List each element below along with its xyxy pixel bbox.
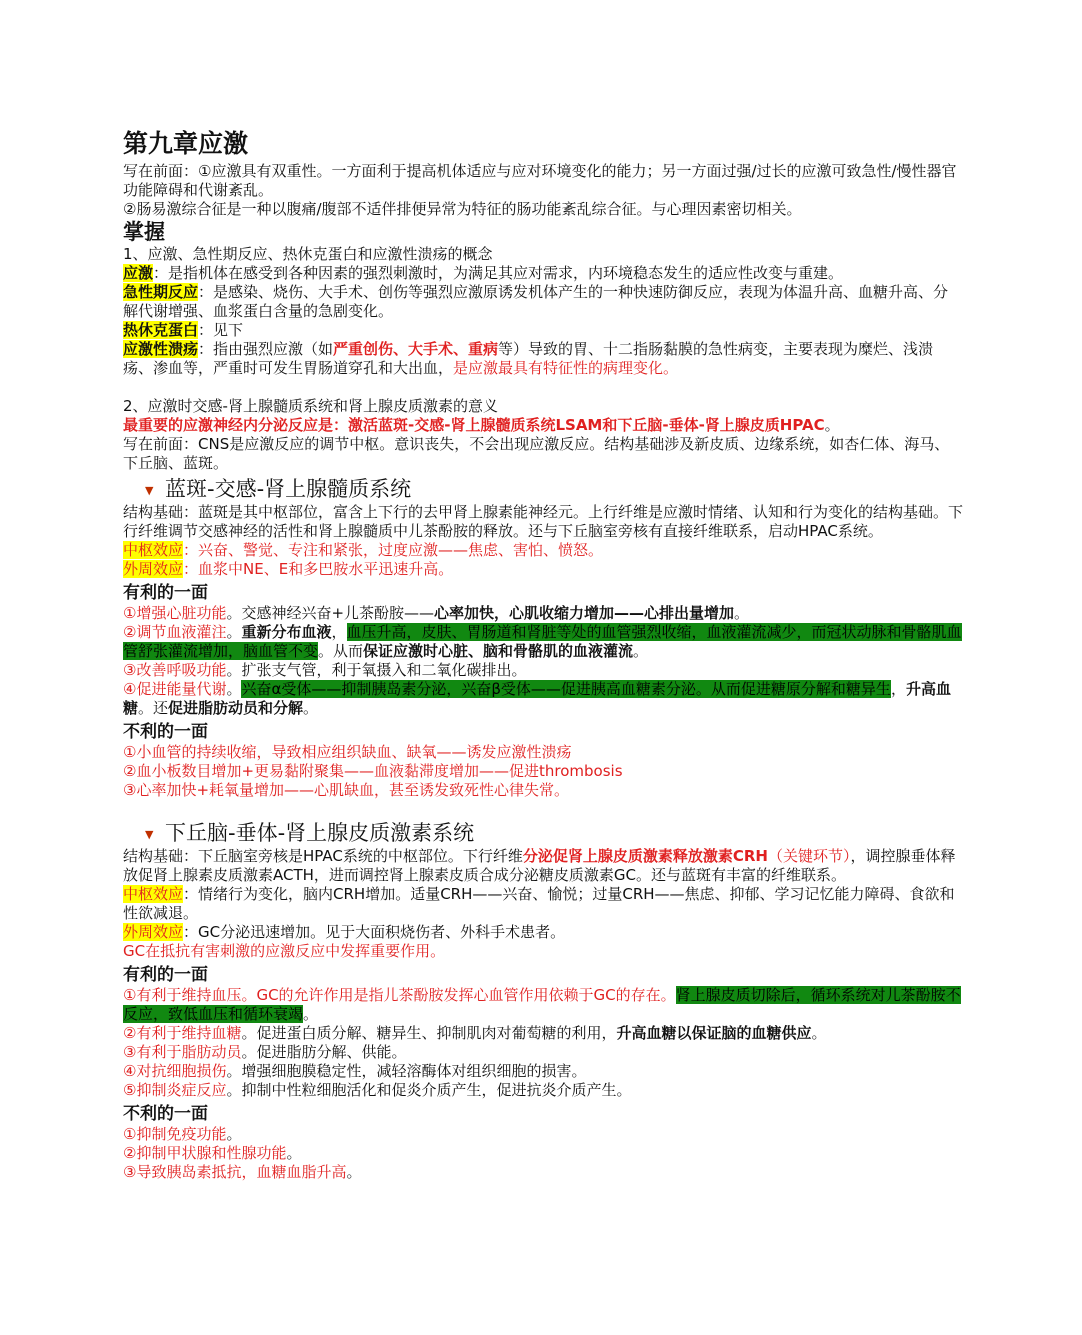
lsam-pro-3 [123, 661, 963, 680]
hpac-pro-2-label: ②有利于维持血糖 [123, 1024, 242, 1042]
hpac-central-text: ：情绪行为变化，脑内CRH增加。适量CRH——兴奋、愉悦；过量CRH——焦虑、抑郁、学习记忆能力障碍、食欲和性欲减退。 [123, 885, 955, 922]
hpac-con-2 [123, 1144, 963, 1163]
hpac-heading-text: 下丘脑-垂体-肾上腺皮质激素系统 [165, 821, 475, 845]
s2-note: 写在前面：CNS是应激反应的调节中枢。意识丧失，不会出现应激反应。结构基础涉及新皮质、边缘系统，如杏仁体、海马、下丘脑、蓝斑。 [123, 435, 950, 472]
hpac-structure-b: 分泌促肾上腺皮质激素释放激素CRH [522, 847, 768, 865]
term-hsp: 热休克蛋白 [123, 321, 199, 339]
s1-title: 1、应激、急性期反应、热休克蛋白和应激性溃疡的概念 [123, 245, 493, 263]
lsam-pro-4-text-a: 。 [226, 680, 242, 698]
def-ulcer-text-c: 是应激最具有特征性的病理变化。 [453, 359, 679, 377]
hpac-pro-5-label: ⑤抑制炎症反应 [123, 1081, 227, 1099]
lsam-pro-2-text-b: 重新分布血液 [241, 623, 332, 641]
hpac-con-3-text: ③导致胰岛素抵抗，血糖血脂升高 [123, 1163, 347, 1181]
hpac-structure [123, 847, 963, 885]
lsam-pro-4 [123, 680, 963, 718]
hpac-pro-4-label: ④对抗细胞损伤 [123, 1062, 227, 1080]
hpac-pro-2-text-b: 升高血糖以保证脑的血糖供应 [616, 1024, 812, 1042]
lsam-con-2: ②血小板数目增加+更易黏附聚集——血液黏滞度增加——促进thrombosis [123, 762, 623, 780]
lsam-peripheral-text: ：血浆中NE、E和多巴胺水平迅速升高。 [183, 560, 454, 578]
term-acute-phase: 急性期反应 [123, 283, 199, 301]
def-ulcer-text-a: ：指由强烈应激（如 [198, 340, 334, 358]
lsam-pro-4-label: ④促进能量代谢 [123, 680, 227, 698]
lsam-heading-text: 蓝斑-交感-肾上腺髓质系统 [165, 477, 412, 501]
term-central-effect: 中枢效应 [123, 541, 184, 559]
hpac-con-3-end: 。 [346, 1163, 362, 1181]
hpac-pro-1-label: ①有利于维持血压。GC的允许作用是指儿茶酚胺发挥心血管作用依赖于GC的存在。 [123, 986, 676, 1004]
arrow-bullet-icon: ▼ [145, 484, 154, 497]
lsam-pro-2-highlight: 血压升高，皮肤、胃肠道和肾脏等处的血管强烈收缩，血液灌流减少，而冠状动脉和骨骼肌血管舒张灌流增加，脑血管不变 [123, 623, 962, 660]
lsam-pro-2-label: ②调节血液灌注 [123, 623, 227, 641]
hpac-pro-3 [123, 1043, 963, 1062]
hpac-pro-2 [123, 1024, 963, 1043]
hpac-pro-4 [123, 1062, 963, 1081]
def-ulcer-text-b: 等）导致的胃、十二指肠黏膜的急性病变，主要表现为糜烂、浅溃疡、渗血等，严重时可发生胃肠道穿孔和大出血， [123, 340, 934, 377]
lsam-central-text: ：兴奋、警觉、专注和紧张，过度应激——焦虑、害怕、愤怒。 [183, 541, 604, 559]
hpac-con-2-end: 。 [286, 1144, 302, 1162]
def-hsp-text: ：见下 [198, 321, 244, 339]
lsam-structure: 结构基础：蓝斑是其中枢部位，富含上下行的去甲肾上腺素能神经元。上行纤维是应激时情绪、认知和行为变化的结构基础。下行纤维调节交感神经的活性和肾上腺髓质中儿茶酚胺的释放。还与下丘脑室旁核有直接纤维联系，启动HPAC系统。 [123, 503, 964, 540]
def-ulcer-causes: 严重创伤、大手术、重病 [333, 340, 499, 358]
hpac-con-1-text: ①抑制免疫功能 [123, 1125, 227, 1143]
intro-line-2: ②肠易激综合征是一种以腹痛/腹部不适伴排便异常为特征的肠功能紊乱综合征。与心理因素密切相关。 [123, 200, 802, 218]
lsam-central [123, 541, 963, 560]
hpac-structure-d: ，调控腺垂体释放促肾上腺素皮质激素ACTH，进而调控肾上腺素皮质合成分泌糖皮质激素GC。还与蓝斑有丰富的纤维联系。 [123, 847, 956, 884]
def-stress [123, 264, 963, 283]
hpac-pro-1-text: 。 [303, 1005, 319, 1023]
lsam-pro-1 [123, 604, 963, 623]
hpac-con-1-end: 。 [226, 1125, 242, 1143]
hpac-pro-1 [123, 986, 963, 1024]
lsam-pro-2-text-e: 保证应激时心脏、脑和骨骼肌的血液灌流 [363, 642, 634, 660]
s2-key-end: 。 [824, 416, 840, 434]
hpac-pro-4-text: 。增强细胞膜稳定性，减轻溶酶体对组织细胞的损害。 [226, 1062, 587, 1080]
term-stress: 应激 [123, 264, 154, 282]
lsam-pro-3-text: 。扩张支气管，利于氧摄入和二氧化碳排出。 [226, 661, 527, 679]
hpac-con-2-text: ②抑制甲状腺和性腺功能 [123, 1144, 287, 1162]
s2-key-point [123, 416, 963, 435]
lsam-pro-4-text-d: 。还 [138, 699, 169, 717]
hpac-pro-2-text-c: 。 [811, 1024, 827, 1042]
hpac-heading [145, 819, 963, 847]
def-acute-phase-text: ：是感染、烧伤、大手术、创伤等强烈应激原诱发机体产生的一种快速防御反应，表现为体温升高、血糖升高、分解代谢增强、血浆蛋白含量的急剧变化。 [123, 283, 949, 320]
lsam-pro-4-text-f: 。 [303, 699, 319, 717]
hpac-cons-heading: 不利的一面 [123, 1104, 208, 1124]
lsam-pro-4-highlight: 兴奋α受体——抑制胰岛素分泌，兴奋β受体——促进胰高血糖素分泌。从而促进糖原分解和糖异生 [241, 680, 891, 698]
lsam-pro-1-text-c: 。 [734, 604, 750, 622]
hpac-con-3 [123, 1163, 963, 1182]
lsam-pro-4-text-e: 促进脂肪动员和分解 [168, 699, 304, 717]
lsam-pro-4-text-b: ， [890, 680, 906, 698]
document-body [123, 128, 963, 1182]
lsam-pros-heading: 有利的一面 [123, 583, 208, 603]
s2-key-text: 最重要的应激神经内分泌反应是：激活蓝斑-交感-肾上腺髓质系统LSAM和下丘脑-垂体-肾上腺皮质HPAC [123, 416, 825, 434]
lsam-heading [145, 475, 963, 503]
term-peripheral-effect: 外周效应 [123, 560, 184, 578]
chapter-title: 第九章应激 [123, 129, 249, 158]
lsam-cons-heading: 不利的一面 [123, 722, 208, 742]
lsam-pro-2-text-f: 。 [633, 642, 649, 660]
lsam-peripheral [123, 560, 963, 579]
hpac-pro-5-text: 。抑制中性粒细胞活化和促炎介质产生，促进抗炎介质产生。 [226, 1081, 632, 1099]
lsam-pro-2-text-a: 。 [226, 623, 242, 641]
lsam-pro-1-text-a: 。交感神经兴奋+儿茶酚胺—— [226, 604, 435, 622]
def-acute-phase [123, 283, 963, 321]
lsam-pro-2 [123, 623, 963, 661]
intro-line-1: 写在前面：①应激具有双重性。一方面利于提高机体适应与应对环境变化的能力；另一方面过强/过长的应激可致急性/慢性器官功能障碍和代谢紊乱。 [123, 162, 957, 199]
lsam-pro-1-label: ①增强心脏功能 [123, 604, 227, 622]
hpac-con-1 [123, 1125, 963, 1144]
def-stress-ulcer [123, 340, 963, 378]
hpac-pro-1-highlight: 肾上腺皮质切除后，循环系统对儿茶酚胺不反应，致低血压和循环衰竭 [123, 986, 961, 1023]
hpac-gc-note: GC在抵抗有害刺激的应激反应中发挥重要作用。 [123, 942, 446, 960]
hpac-pros-heading: 有利的一面 [123, 965, 208, 985]
hpac-pro-5 [123, 1081, 963, 1100]
s2-title: 2、应激时交感-肾上腺髓质系统和肾上腺皮质激素的意义 [123, 397, 498, 415]
hpac-structure-a: 结构基础：下丘脑室旁核是HPAC系统的中枢部位。下行纤维 [123, 847, 523, 865]
term-stress-ulcer: 应激性溃疡 [123, 340, 199, 358]
lsam-pro-2-text-c: ， [331, 623, 347, 641]
hpac-peripheral [123, 923, 963, 942]
hpac-pro-2-text-a: 。促进蛋白质分解、糖异生、抑制肌肉对葡萄糖的利用， [241, 1024, 617, 1042]
lsam-pro-3-label: ③改善呼吸功能 [123, 661, 227, 679]
lsam-con-1: ①小血管的持续收缩，导致相应组织缺血、缺氧——诱发应激性溃疡 [123, 743, 572, 761]
lsam-pro-2-text-d: 。从而 [318, 642, 364, 660]
hpac-central [123, 885, 963, 923]
def-stress-text: ：是指机体在感受到各种因素的强烈刺激时，为满足其应对需求，内环境稳态发生的适应性改变与重建。 [153, 264, 844, 282]
lsam-pro-1-text-b: 心率加快，心肌收缩力增加——心排出量增加 [434, 604, 735, 622]
hpac-peripheral-text: ：GC分泌迅速增加。见于大面积烧伤者、外科手术患者。 [183, 923, 566, 941]
lsam-pro-4-text-c: 升高血糖 [123, 680, 951, 717]
term-central-effect: 中枢效应 [123, 885, 184, 903]
term-peripheral-effect: 外周效应 [123, 923, 184, 941]
def-hsp [123, 321, 963, 340]
lsam-con-3: ③心率加快+耗氧量增加——心肌缺血，甚至诱发致死性心律失常。 [123, 781, 570, 799]
section-heading-grasp: 掌握 [123, 220, 165, 244]
hpac-pro-3-label: ③有利于脂肪动员 [123, 1043, 242, 1061]
hpac-pro-3-text: 。促进脂肪分解、供能。 [241, 1043, 407, 1061]
hpac-structure-c: （关键环节） [767, 847, 851, 865]
arrow-bullet-icon: ▼ [145, 828, 154, 841]
